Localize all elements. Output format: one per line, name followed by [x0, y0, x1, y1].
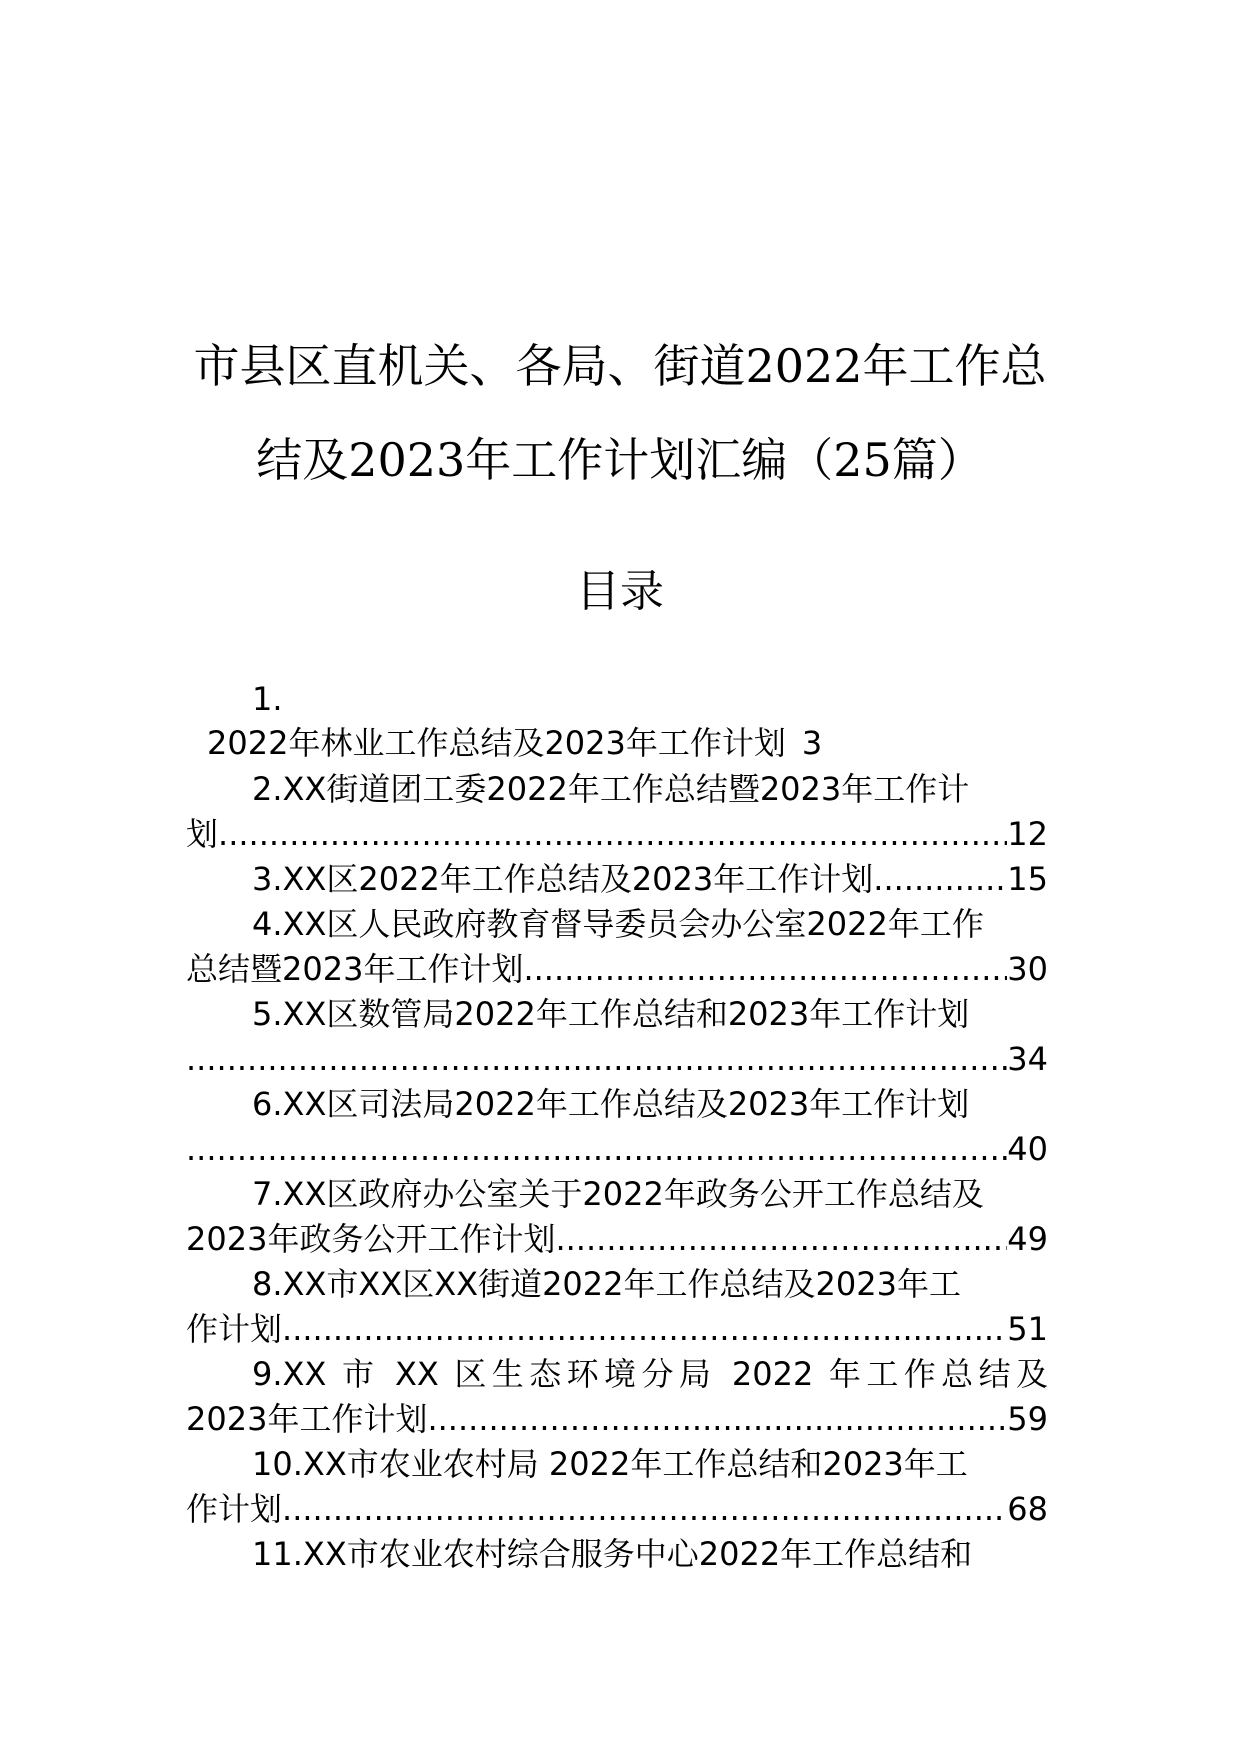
- toc-entry-2-line-1[interactable]: 2.XX街道团工委2022年工作总结暨2023年工作计: [252, 770, 970, 808]
- toc-leader-dots: [282, 1487, 1007, 1531]
- toc-leader-dots: [873, 857, 1007, 901]
- toc-leader-dots: [427, 1397, 1007, 1441]
- toc-leader-dots: [218, 812, 1007, 856]
- toc-entry-3[interactable]: [252, 857, 1048, 901]
- toc-entry-7-title-end: 2023年政务公开工作计划: [186, 1220, 556, 1258]
- toc-entry-9-title-end: 2023年工作计划: [186, 1400, 428, 1438]
- toc-entry-2-line-2[interactable]: [186, 812, 1048, 856]
- toc-entry-1-title: 2022年林业工作总结及2023年工作计划: [207, 724, 786, 762]
- toc-entry-8-page: 51: [1007, 1310, 1048, 1348]
- toc-leader-dots: [555, 1217, 1007, 1261]
- toc-entry-3-page: 15: [1007, 860, 1048, 898]
- toc-entry-4-page: 30: [1007, 950, 1048, 988]
- toc-entry-1[interactable]: [207, 721, 907, 765]
- toc-entry-10-line-1[interactable]: 10.XX市农业农村局 2022年工作总结和2023年工: [252, 1445, 968, 1483]
- toc-entry-2-page: 12: [1007, 815, 1048, 853]
- toc-entry-7-line-1[interactable]: 7.XX区政府办公室关于2022年政务公开工作总结及: [252, 1175, 984, 1213]
- toc-entry-1-number: 1.: [252, 680, 283, 718]
- toc-leader-dots: [523, 947, 1007, 991]
- toc-entry-3-title: 3.XX区2022年工作总结及2023年工作计划: [252, 860, 874, 898]
- toc-entry-1-page: 3: [801, 724, 823, 762]
- toc-leader-dots: [282, 1307, 1007, 1351]
- toc-leader-dots: [186, 1037, 1007, 1081]
- toc-leader-dots: [186, 1127, 1007, 1171]
- toc-entry-6-line-2[interactable]: [186, 1127, 1048, 1171]
- toc-entry-5-line-2[interactable]: [186, 1037, 1048, 1081]
- toc-entry-7-page: 49: [1007, 1220, 1048, 1258]
- toc-entry-8-line-1[interactable]: 8.XX市XX区XX街道2022年工作总结及2023年工: [252, 1265, 961, 1303]
- toc-entry-4-line-1[interactable]: 4.XX区人民政府教育督导委员会办公室2022年工作: [252, 905, 984, 943]
- toc-entry-10-line-2[interactable]: [186, 1487, 1048, 1531]
- toc-entry-6-line-1[interactable]: 6.XX区司法局2022年工作总结及2023年工作计划: [252, 1085, 970, 1123]
- toc-entry-8-title-end: 作计划: [186, 1310, 283, 1348]
- toc-entry-2-title-end: 划: [186, 815, 219, 853]
- toc-entry-4-line-2[interactable]: [186, 947, 1048, 991]
- toc-entry-9-line-1[interactable]: 9.XX 市 XX 区生态环境分局 2022 年工作总结及: [252, 1355, 1048, 1393]
- toc-entry-10-title-end: 作计划: [186, 1490, 283, 1528]
- toc-entry-9-page: 59: [1007, 1400, 1048, 1438]
- toc-entry-10-page: 68: [1007, 1490, 1048, 1528]
- document-title-line-1: 市县区直机关、各局、街道2022年工作总: [193, 339, 1047, 393]
- document-title-line-2: 结及2023年工作计划汇编（25篇）: [256, 433, 984, 487]
- toc-entry-7-line-2[interactable]: [186, 1217, 1048, 1261]
- toc-entry-4-title-end: 总结暨2023年工作计划: [186, 950, 524, 988]
- toc-entry-11-line-1[interactable]: 11.XX市农业农村综合服务中心2022年工作总结和: [252, 1535, 973, 1573]
- toc-heading: 目录: [576, 566, 664, 617]
- toc-entry-6-page: 40: [1007, 1130, 1048, 1168]
- toc-entry-9-line-2[interactable]: [186, 1397, 1048, 1441]
- toc-entry-5-page: 34: [1007, 1040, 1048, 1078]
- toc-entry-8-line-2[interactable]: [186, 1307, 1048, 1351]
- toc-entry-5-line-1[interactable]: 5.XX区数管局2022年工作总结和2023年工作计划: [252, 995, 970, 1033]
